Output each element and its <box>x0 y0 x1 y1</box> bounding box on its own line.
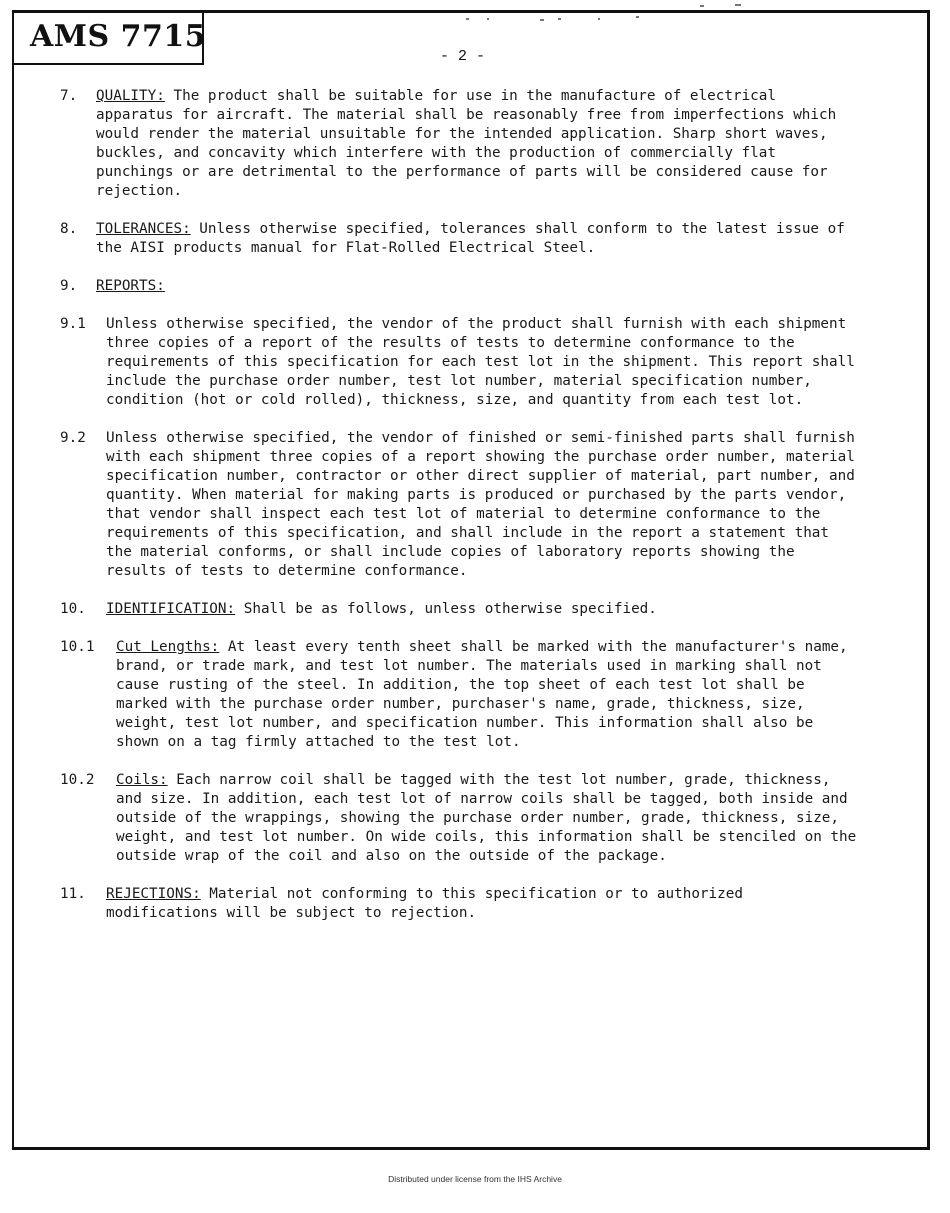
section-number: 9.1 <box>60 316 86 332</box>
section-body <box>96 87 860 201</box>
section-heading: Cut Lengths: <box>116 639 220 655</box>
section-heading: REJECTIONS: <box>106 886 201 902</box>
section-reports-9-2 <box>60 429 860 581</box>
scan-speck <box>540 19 544 21</box>
section-reports-9-1 <box>60 315 860 410</box>
section-heading: IDENTIFICATION: <box>106 601 236 617</box>
section-text: Shall be as follows, unless otherwise specified. <box>243 601 657 617</box>
section-body <box>116 638 860 752</box>
section-body <box>116 771 860 866</box>
section-reports <box>60 277 860 296</box>
section-heading: QUALITY: <box>96 88 165 104</box>
section-number: 9. <box>60 278 78 294</box>
section-text: The product shall be suitable for use in the manufacture of electrical apparatus for aircraft. The material shall be reasonably free from imperfections which would render the material unsuitable for the intended application. Sharp short waves, buckles, and concavity which interfere with the production of commercially flat punchings or are detrimental to the performance of parts will be considered cause for rejection. <box>96 88 837 199</box>
section-text: Unless otherwise specified, tolerances shall conform to the latest issue of the AISI products manual for Flat-Rolled Electrical Steel. <box>96 221 845 256</box>
scan-speck <box>735 4 741 6</box>
section-number: 11. <box>60 886 86 902</box>
section-cut-lengths <box>60 638 860 752</box>
section-heading: REPORTS: <box>96 278 165 294</box>
section-body <box>96 220 860 258</box>
section-text: Unless otherwise specified, the vendor of finished or semi-finished parts shall furnish with each shipment three copies of a report showing the purchase order number, material specification number, contractor or other direct supplier of material, part number, and quantity. When material for making parts is produced or purchased by the parts vendor, that vendor shall inspect each test lot of material to determine conformance to the requirements of this specification, and shall include in the report a statement that the material conforms, or shall include copies of laboratory reports showing the results of tests to determine conformance. <box>106 430 855 579</box>
section-identification <box>60 600 860 619</box>
section-number: 10.2 <box>60 772 95 788</box>
scan-speck <box>636 16 639 18</box>
section-number: 10. <box>60 601 86 617</box>
document-id: AMS 7715 <box>30 19 207 54</box>
section-tolerances <box>60 220 860 258</box>
section-number: 7. <box>60 88 78 104</box>
scan-speck <box>487 18 489 20</box>
section-text: At least every tenth sheet shall be marked with the manufacturer's name, brand, or trade mark, and test lot number. The materials used in marking shall not cause rusting of the steel. In addition, the top sheet of each test lot shall be marked with the purchase order number, purchaser's name, grade, thickness, size, weight, test lot number, and specification number. This information shall also be shown on a tag firmly attached to the test lot. <box>116 639 848 750</box>
section-heading: TOLERANCES: <box>96 221 191 237</box>
section-body <box>106 885 860 923</box>
section-text: Unless otherwise specified, the vendor of the product shall furnish with each shipment three copies of a report of the results of tests to determine conformance to the requirements of this specification for each test lot in the shipment. This report shall include the purchase order number, test lot number, material specification number, condition (hot or cold rolled), thickness, size, and quantity from each test lot. <box>106 316 855 408</box>
section-quality <box>60 87 860 201</box>
page-number: - 2 - <box>440 48 486 65</box>
scan-speck <box>598 18 600 20</box>
document-body <box>60 87 860 942</box>
section-number: 8. <box>60 221 78 237</box>
section-body <box>106 315 860 410</box>
section-body <box>96 277 860 296</box>
section-text: Each narrow coil shall be tagged with the test lot number, grade, thickness, and size. In addition, each test lot of narrow coils shall be tagged, both inside and outside of the wrappings, showing the purchase order number, grade, thickness, size, weight, and test lot number. On wide coils, this information shall be stenciled on the outside wrap of the coil and also on the outside of the package. <box>116 772 857 864</box>
section-body <box>106 429 860 581</box>
document-id-box <box>14 13 207 65</box>
section-heading: Coils: <box>116 772 168 788</box>
section-body <box>106 600 860 619</box>
section-number: 10.1 <box>60 639 95 655</box>
section-text: Material not conforming to this specification or to authorized modifications will be subject to rejection. <box>106 886 743 921</box>
scan-speck <box>466 18 469 20</box>
scan-speck <box>700 5 704 7</box>
section-coils <box>60 771 860 866</box>
scan-speck <box>558 18 561 20</box>
section-rejections <box>60 885 860 923</box>
license-footer: Distributed under license from the IHS Archive <box>388 1174 562 1184</box>
section-number: 9.2 <box>60 430 86 446</box>
